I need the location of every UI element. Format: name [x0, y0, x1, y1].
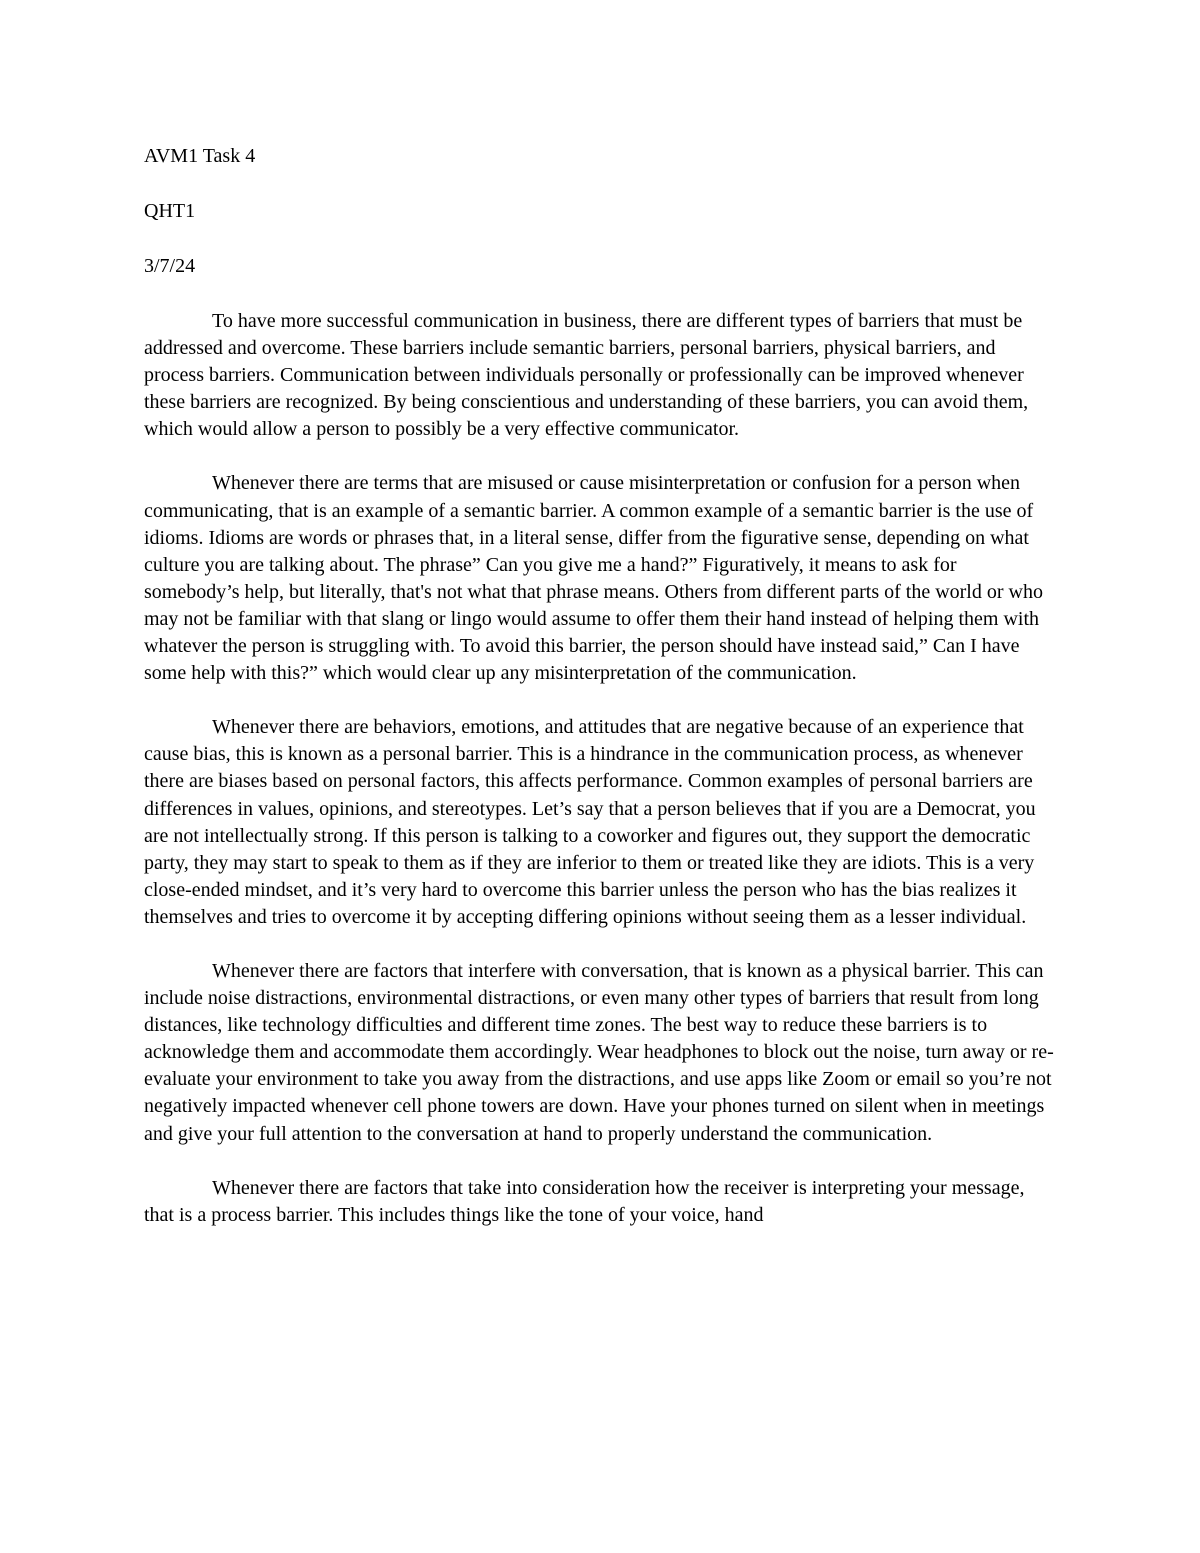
- document-body: [144, 308, 1056, 1256]
- course-code: QHT1: [144, 200, 196, 222]
- paragraph-intro: To have more successful communication in business, there are different types of barriers that must be addressed and overcome. These barriers include semantic barriers, personal barriers, physical barriers, and process barriers. Communication between individuals personally or professionally can be improved whenever these barriers are recognized. By being conscientious and understanding of these barriers, you can avoid them, which would allow a person to possibly be a very effective communicator.: [144, 310, 1029, 441]
- paragraph-semantic-barrier: Whenever there are terms that are misused or cause misinterpretation or confusion for a person when communicating, that is an example of a semantic barrier. A common example of a semantic barrier is the use of idioms. Idioms are words or phrases that, in a literal sense, differ from the figurative sense, depending on what culture you are talking about. The phrase” Can you give me a hand?” Figuratively, it means to ask for somebody’s help, but literally, that's not what that phrase means. Others from different parts of the world or who may not be familiar with that slang or lingo would assume to offer them their hand instead of helping them with whatever the person is struggling with. To avoid this barrier, the person should have instead said,” Can I have some help with this?” which would clear up any misinterpretation of the communication.: [144, 472, 1043, 685]
- paragraph-physical-barrier: Whenever there are factors that interfere with conversation, that is known as a physical barrier. This can include noise distractions, environmental distractions, or even many other types of barriers that result from long distances, like technology difficulties and different time zones. The best way to reduce these barriers is to acknowledge them and accommodate them accordingly. Wear headphones to block out the noise, turn away or re-evaluate your environment to take you away from the distractions, and use apps like Zoom or email so you’re not negatively impacted whenever cell phone towers are down. Have your phones turned on silent when in meetings and give your full attention to the conversation at hand to properly understand the communication.: [144, 959, 1054, 1145]
- paragraph-process-barrier: Whenever there are factors that take into consideration how the receiver is interpreting your message, that is a process barrier. This includes things like the tone of your voice, hand: [144, 1176, 1025, 1226]
- document-title: AVM1 Task 4: [144, 145, 256, 167]
- document-date: 3/7/24: [144, 255, 196, 277]
- paragraph-personal-barrier: Whenever there are behaviors, emotions, and attitudes that are negative because of an experience that cause bias, this is known as a personal barrier. This is a hindrance in the communication process, as whenever there are biases based on personal factors, this affects performance. Common examples of personal barriers are differences in values, opinions, and stereotypes. Let’s say that a person believes that if you are a Democrat, you are not intellectually strong. If this person is talking to a coworker and figures out, they support the democratic party, they may start to speak to them as if they are inferior to them or treated like they are idiots. This is a very close-ended mindset, and it’s very hard to overcome this barrier unless the person who has the bias realizes it themselves and tries to overcome it by accepting differing opinions without seeing them as a lesser individual.: [144, 716, 1036, 928]
